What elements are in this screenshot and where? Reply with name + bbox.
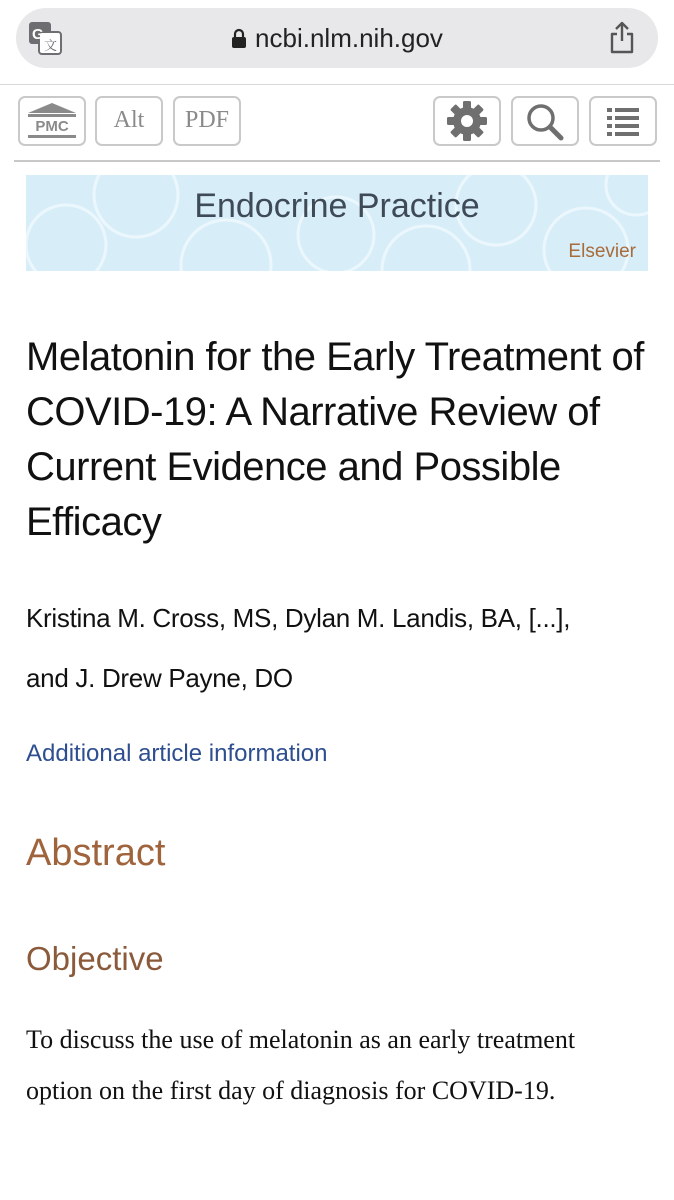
pdf-button[interactable]	[173, 96, 241, 146]
alt-button[interactable]	[95, 96, 163, 146]
alt-label: Alt	[113, 107, 145, 133]
share-icon[interactable]	[608, 20, 636, 54]
objective-text: To discuss the use of melatonin as an early treatment option on the first day of diagnosis for COVID-19.	[26, 1025, 576, 1105]
list-icon	[591, 98, 655, 144]
svg-text:G: G	[32, 26, 44, 43]
publisher-name: Elsevier	[568, 241, 636, 262]
search-button[interactable]	[511, 96, 579, 146]
toc-button[interactable]	[589, 96, 657, 146]
objective-heading: Objective	[26, 940, 164, 977]
settings-gear-icon	[435, 98, 499, 144]
additional-article-info-link[interactable]: Additional article information	[26, 740, 328, 767]
svg-text:文: 文	[44, 39, 58, 54]
address-bar[interactable]	[16, 8, 658, 68]
authors-line-2[interactable]: and J. Drew Payne, DO	[26, 663, 293, 693]
toolbar-divider	[14, 160, 660, 162]
article-title: Melatonin for the Early Treatment of COVID-19: A Narrative Review of Current Evidence and Possible Efficacy	[26, 335, 644, 544]
authors-line-1[interactable]: Kristina M. Cross, MS, Dylan M. Landis, BA, [...],	[26, 603, 571, 633]
abstract-heading: Abstract	[26, 832, 166, 874]
pdf-label: PDF	[184, 107, 230, 133]
address-bar-divider	[0, 84, 674, 85]
lock-icon	[231, 28, 247, 48]
url-label: ncbi.nlm.nih.gov	[255, 23, 443, 53]
search-icon	[513, 98, 577, 144]
author-list	[26, 588, 656, 708]
url-text	[16, 21, 658, 55]
journal-name: Endocrine Practice	[194, 187, 480, 225]
settings-button[interactable]	[433, 96, 501, 146]
pmc-label: PMC	[35, 118, 69, 135]
journal-banner[interactable]	[26, 175, 648, 271]
pmc-home-button[interactable]	[18, 96, 86, 146]
